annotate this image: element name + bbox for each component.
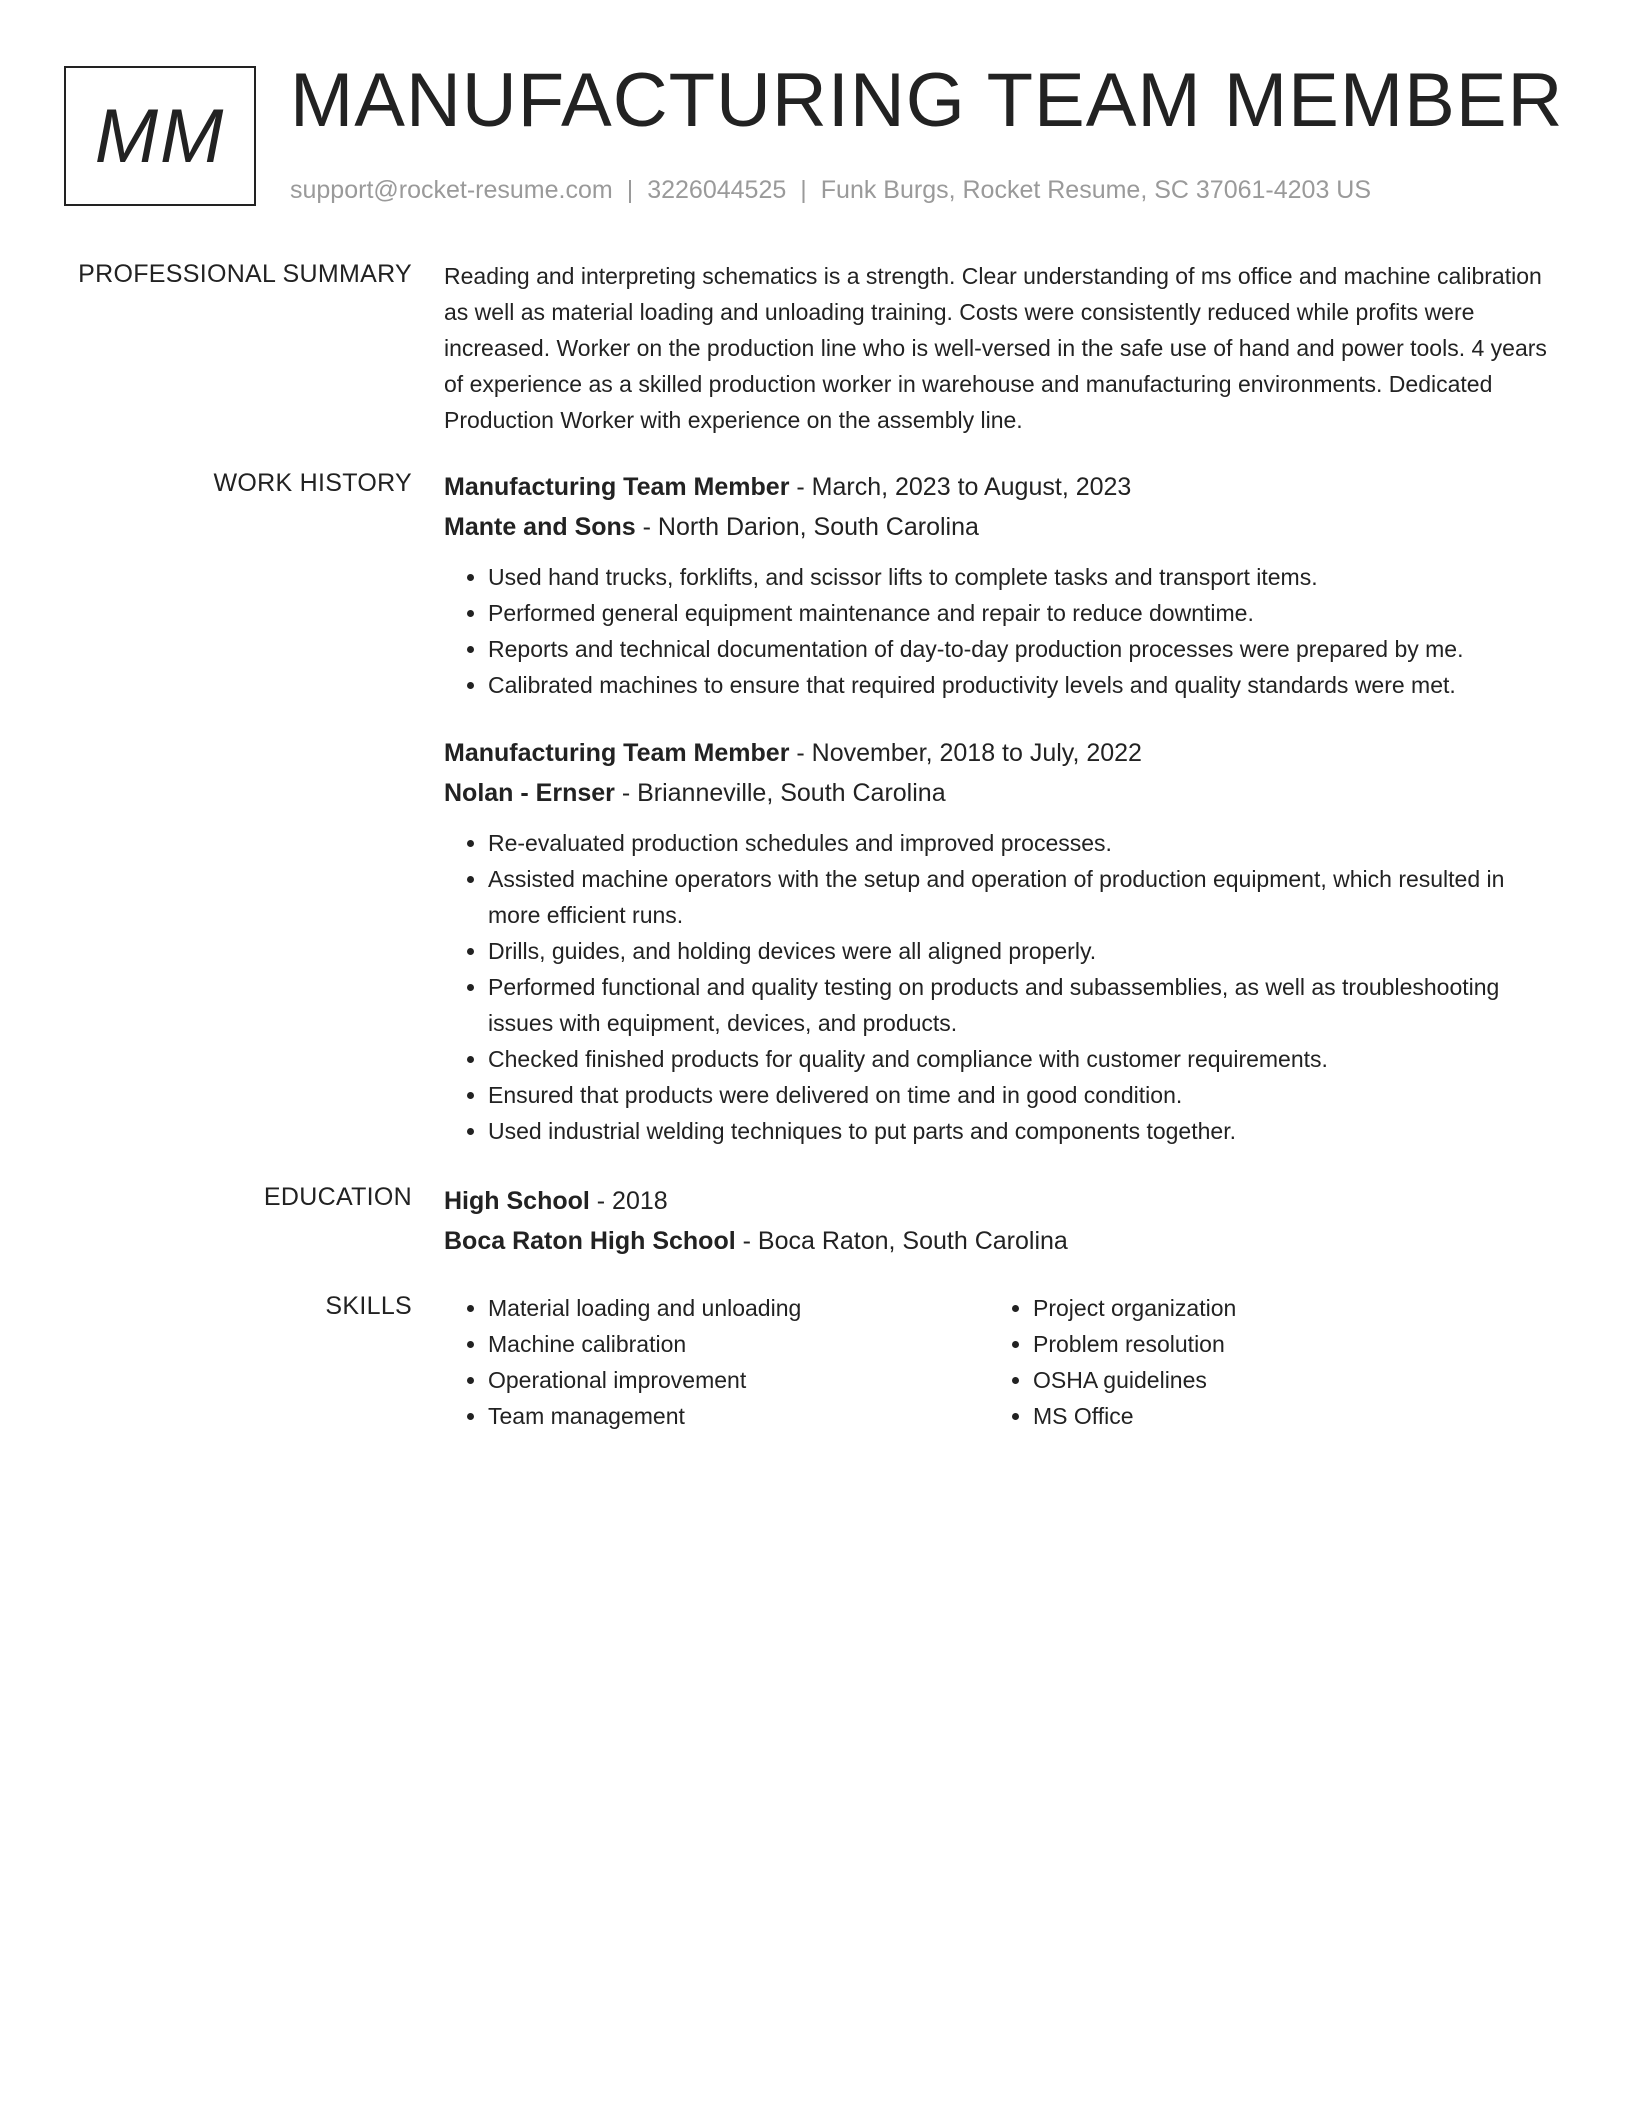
job-title-line [444,733,1554,773]
skill-item: • Operational improvement [488,1362,989,1398]
education-degree: High School [444,1187,590,1215]
job-bullet: • Assisted machine operators with the setup and operation of production equipment, which resulted in more efficient runs. [488,861,1554,933]
skills-column-right [989,1290,1534,1434]
summary-body [444,258,1554,438]
job-bullet: • Ensured that products were delivered on time and in good condition. [488,1077,1554,1113]
monogram-badge [64,66,256,206]
skills-body [444,1290,1554,1434]
job-company-line [444,507,1554,547]
contact-email[interactable]: support@rocket-resume.com [290,176,613,204]
contact-line [290,174,1371,206]
job-company: Nolan - Ernser [444,779,615,807]
job-title: Manufacturing Team Member [444,473,790,501]
job-title-line [444,467,1554,507]
education-school-line [444,1221,1554,1261]
work-history-heading: WORK HISTORY [213,469,412,497]
skills-list [989,1290,1534,1434]
skill-item: • Problem resolution [1033,1326,1534,1362]
contact-separator: | [626,176,634,204]
skill-item: • Team management [488,1398,989,1434]
job-bullet: • Checked finished products for quality and compliance with customer requirements. [488,1041,1554,1077]
job-bullet: • Reports and technical documentation of day-to-day production processes were prepared by me. [488,631,1554,667]
resume-title: MANUFACTURING TEAM MEMBER [290,58,1564,143]
job-bullets [444,559,1554,703]
job-entry [444,467,1554,703]
job-bullet: • Performed general equipment maintenance and repair to reduce downtime. [488,595,1554,631]
skill-item: • OSHA guidelines [1033,1362,1534,1398]
monogram-text: MM [94,93,226,179]
job-location: - North Darion, South Carolina [635,513,979,541]
skill-item: • MS Office [1033,1398,1534,1434]
job-title: Manufacturing Team Member [444,739,790,767]
education-location: - Boca Raton, South Carolina [735,1227,1068,1255]
skills-column-left [444,1290,989,1434]
skill-item: • Material loading and unloading [488,1290,989,1326]
work-history-body [444,467,1554,1149]
contact-address: Funk Burgs, Rocket Resume, SC 37061-4203 US [820,176,1372,204]
contact-separator: | [800,176,807,204]
job-bullet: • Drills, guides, and holding devices were all aligned properly. [488,933,1554,969]
skills-heading: SKILLS [325,1292,412,1320]
job-dates: - November, 2018 to July, 2022 [789,739,1142,767]
skills-grid [444,1290,1554,1434]
job-company: Mante and Sons [444,513,636,541]
job-dates: - March, 2023 to August, 2023 [789,473,1132,501]
job-bullets [444,825,1554,1149]
job-bullet: • Performed functional and quality testing on products and subassemblies, as well as troubleshooting issues with equipment, devices, and products. [488,969,1554,1041]
education-degree-line [444,1181,1554,1221]
skill-item: • Project organization [1033,1290,1534,1326]
job-bullet: • Used industrial welding techniques to put parts and components together. [488,1113,1554,1149]
contact-phone[interactable]: 3226044525 [647,176,787,204]
skills-list [444,1290,989,1434]
job-location: - Brianneville, South Carolina [614,779,946,807]
education-body [444,1181,1554,1261]
job-entry [444,733,1554,1149]
summary-text: Reading and interpreting schematics is a strength. Clear understanding of ms office and machine calibration as well as material loading and unloading training. Costs were consistently reduced while profits were increased. Worker on the production line who is well-versed in the safe use of hand and power tools. 4 years of experience as a skilled production worker in warehouse and manufacturing environments. Dedicated Production Worker with experience on the assembly line. [444,263,1547,433]
job-bullet: • Calibrated machines to ensure that required productivity levels and quality standards were met. [488,667,1554,703]
job-company-line [444,773,1554,813]
skill-item: • Machine calibration [488,1326,989,1362]
education-heading: EDUCATION [263,1183,412,1211]
education-year: - 2018 [589,1187,668,1215]
summary-heading: PROFESSIONAL SUMMARY [78,260,412,288]
job-bullet: • Used hand trucks, forklifts, and scissor lifts to complete tasks and transport items. [488,559,1554,595]
job-bullet: • Re-evaluated production schedules and improved processes. [488,825,1554,861]
education-school: Boca Raton High School [444,1227,736,1255]
